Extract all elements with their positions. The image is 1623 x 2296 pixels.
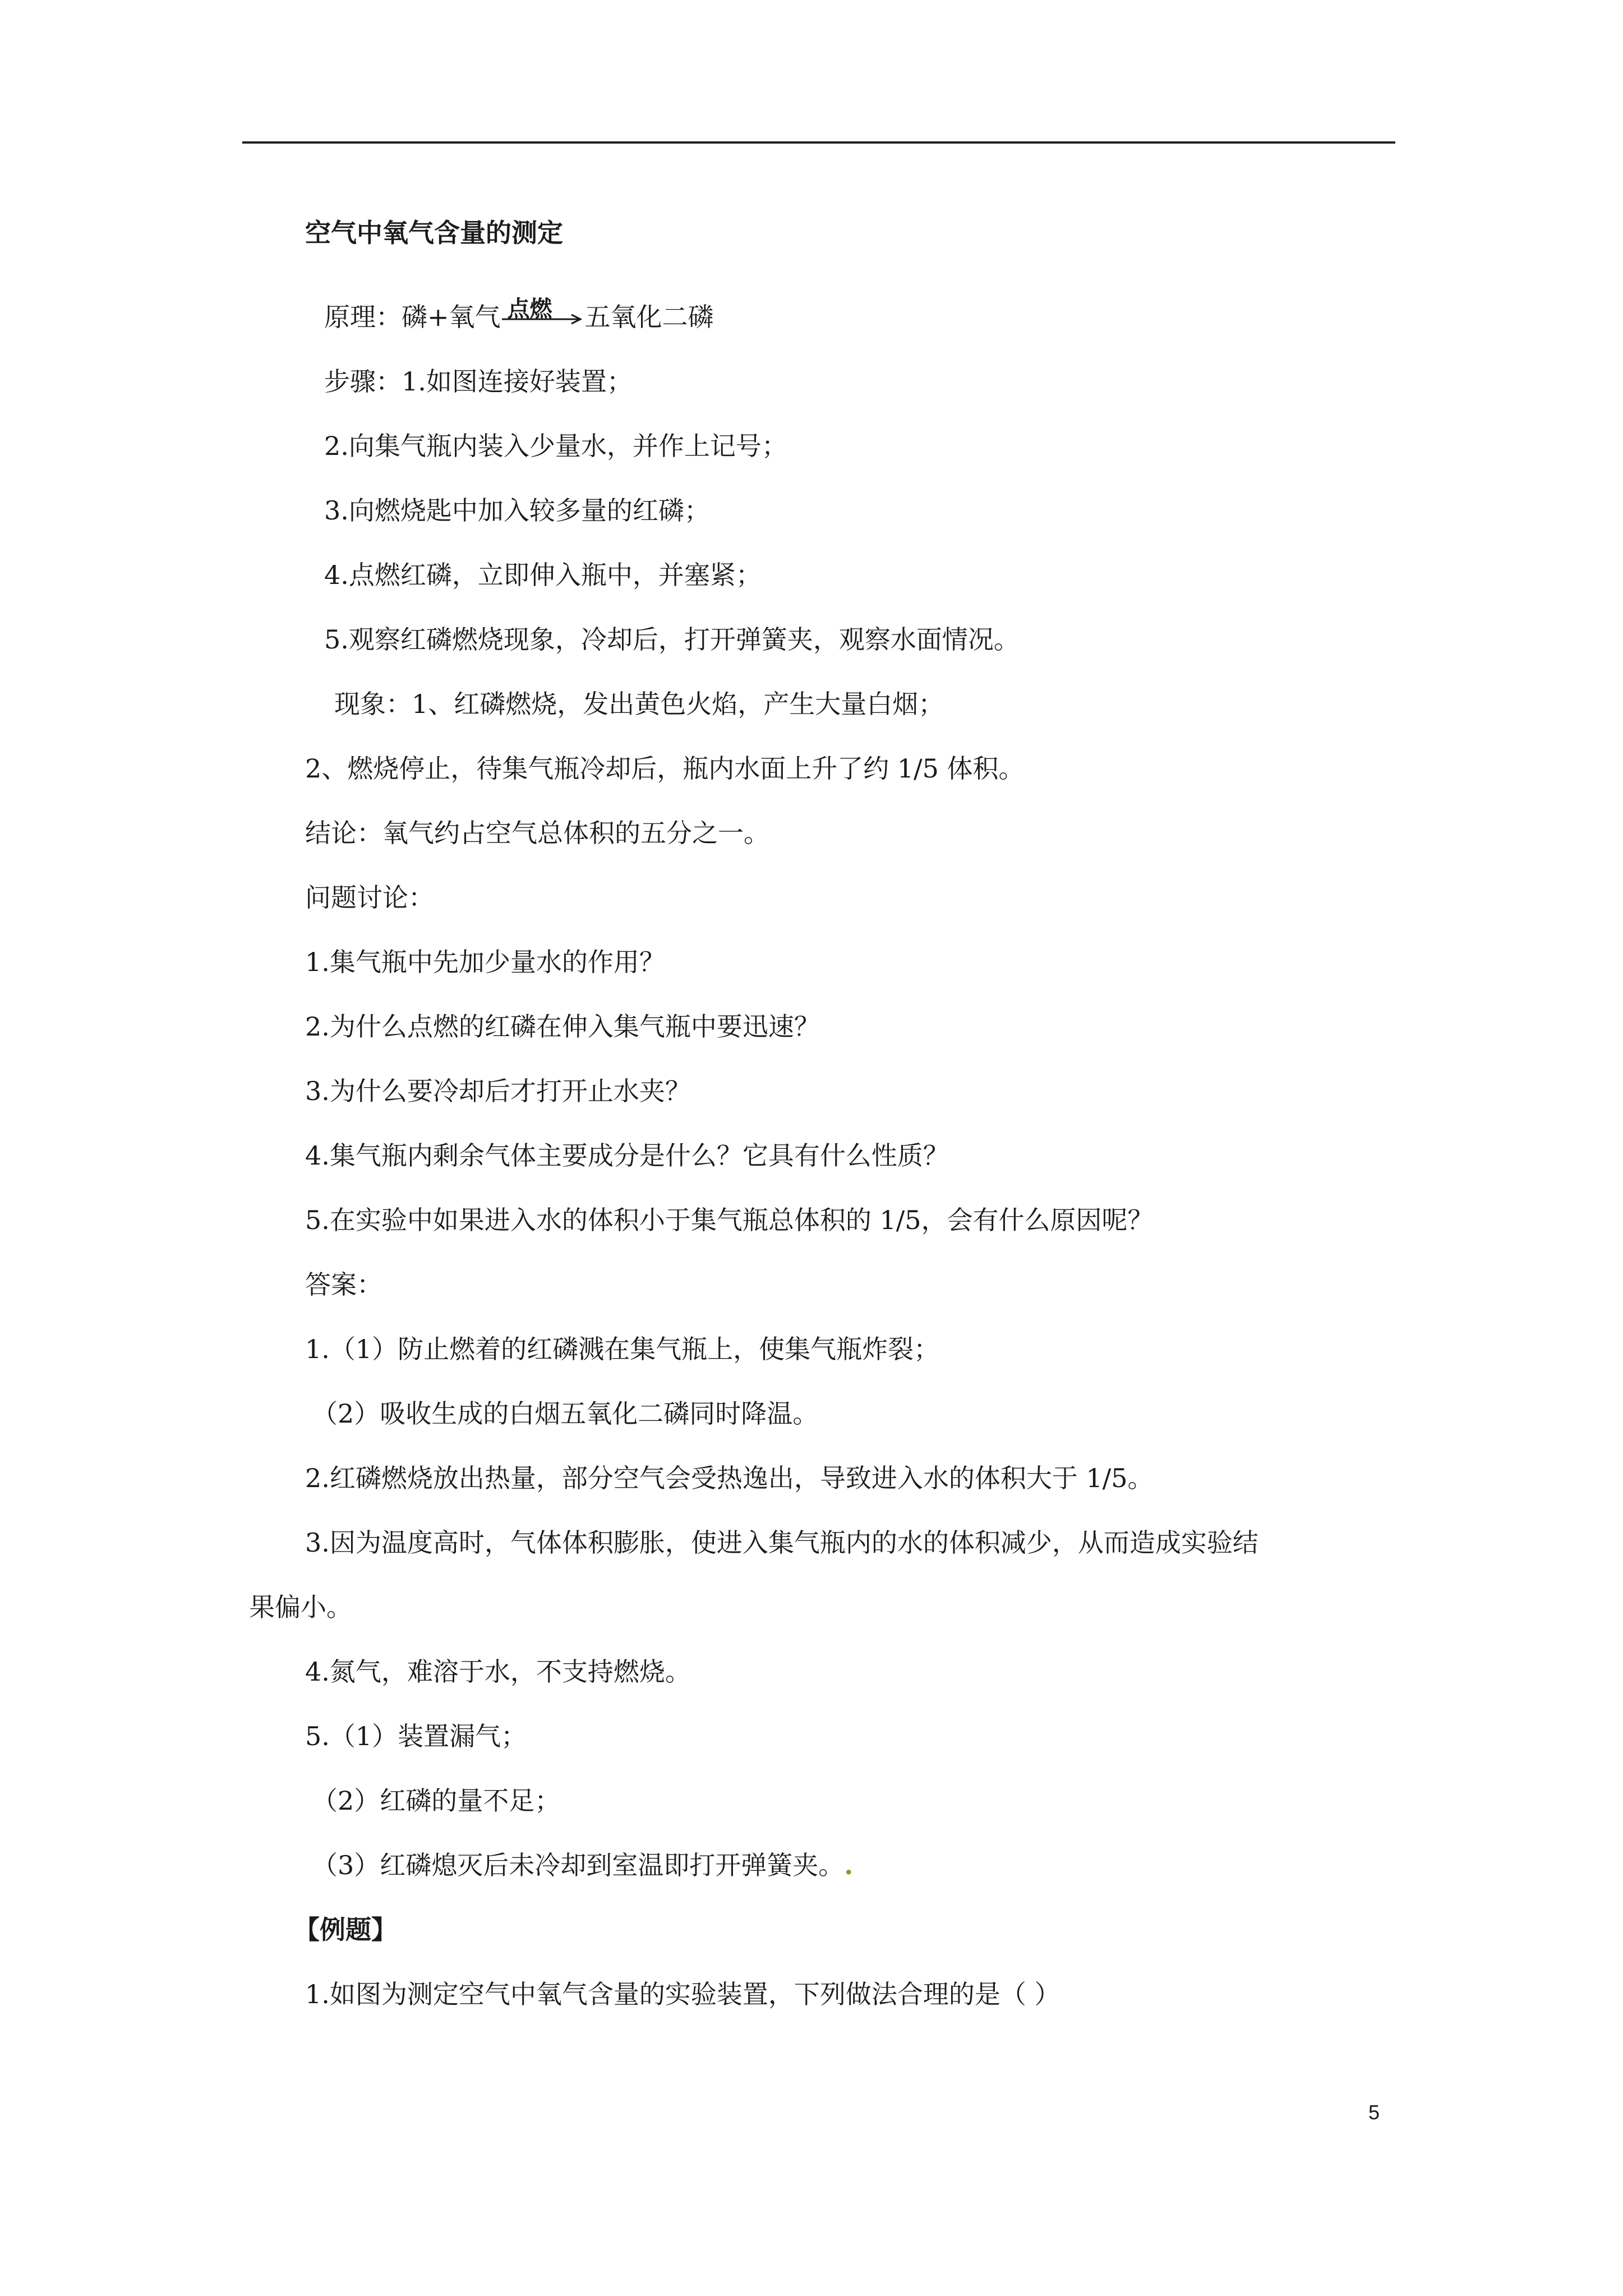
answer-item: 5.（1）装置漏气； (305, 1721, 527, 1751)
question-item: 3.为什么要冷却后才打开止水夹？ (305, 1076, 691, 1106)
conclusion: 结论：氧气约占空气总体积的五分之一。 (305, 818, 769, 848)
answer-item: 2.红磷燃烧放出热量，部分空气会受热逸出，导致进入水的体积大于 1/5。 (305, 1463, 1154, 1493)
answer-item: 3.因为温度高时，气体体积膨胀，使进入集气瓶内的水的体积减少，从而造成实验结 (305, 1527, 1258, 1558)
answers-heading: 答案： (305, 1269, 382, 1300)
step-item: 3.向燃烧匙中加入较多量的红磷； (324, 495, 710, 526)
reaction-condition: 点燃 (507, 296, 552, 322)
principle-reactants: 磷+氧气 (402, 302, 501, 332)
phenomenon-item: 2、燃烧停止，待集气瓶冷却后，瓶内水面上升了约 1/5 体积。 (305, 753, 1025, 784)
principle-label: 原理： (324, 302, 402, 332)
step-item: 4.点燃红磷，立即伸入瓶中，并塞紧； (324, 560, 762, 590)
step-item: 步骤：1.如图连接好装置； (324, 366, 633, 397)
answer-item: 1.（1）防止燃着的红磷溅在集气瓶上，使集气瓶炸裂； (305, 1334, 940, 1364)
answer-item: （2）红磷的量不足； (312, 1786, 561, 1816)
answer-item: 4.氮气，难溶于水，不支持燃烧。 (305, 1657, 691, 1687)
step-item: 2.向集气瓶内装入少量水，并作上记号； (324, 431, 787, 461)
principle-line (324, 296, 714, 334)
question-item: 5.在实验中如果进入水的体积小于集气瓶总体积的 1/5，会有什么原因呢？ (305, 1205, 1154, 1235)
answer-text: （3）红磷熄灭后未冷却到室温即打开弹簧夹。 (312, 1850, 845, 1880)
question-item: 4.集气瓶内剩余气体主要成分是什么？它具有什么性质？ (305, 1140, 949, 1171)
answer-item: （2）吸收生成的白烟五氧化二磷同时降温。 (312, 1398, 819, 1429)
section-title: 空气中氧气含量的测定 (305, 218, 563, 248)
question-item: 1.集气瓶中先加少量水的作用？ (305, 947, 665, 977)
discussion-heading: 问题讨论： (305, 882, 434, 913)
example-question: 1.如图为测定空气中氧气含量的实验装置，下列做法合理的是（ ） (305, 1979, 1061, 2009)
phenomenon-item: 现象：1、红磷燃烧，发出黄色火焰，产生大量白烟； (334, 689, 944, 719)
answer-item: 果偏小。 (249, 1592, 352, 1622)
header-rule (242, 141, 1395, 144)
reaction-arrow (501, 296, 585, 334)
answer-item (312, 1848, 853, 1882)
arrow-icon (501, 300, 585, 334)
page-number: 5 (1368, 2101, 1380, 2124)
example-heading: 【例题】 (294, 1915, 397, 1945)
principle-product: 五氧化二磷 (584, 302, 714, 332)
step-item: 5.观察红磷燃烧现象，冷却后，打开弹簧夹，观察水面情况。 (324, 624, 1020, 655)
trailing-dot: . (844, 1850, 854, 1880)
question-item: 2.为什么点燃的红磷在伸入集气瓶中要迅速？ (305, 1011, 820, 1042)
